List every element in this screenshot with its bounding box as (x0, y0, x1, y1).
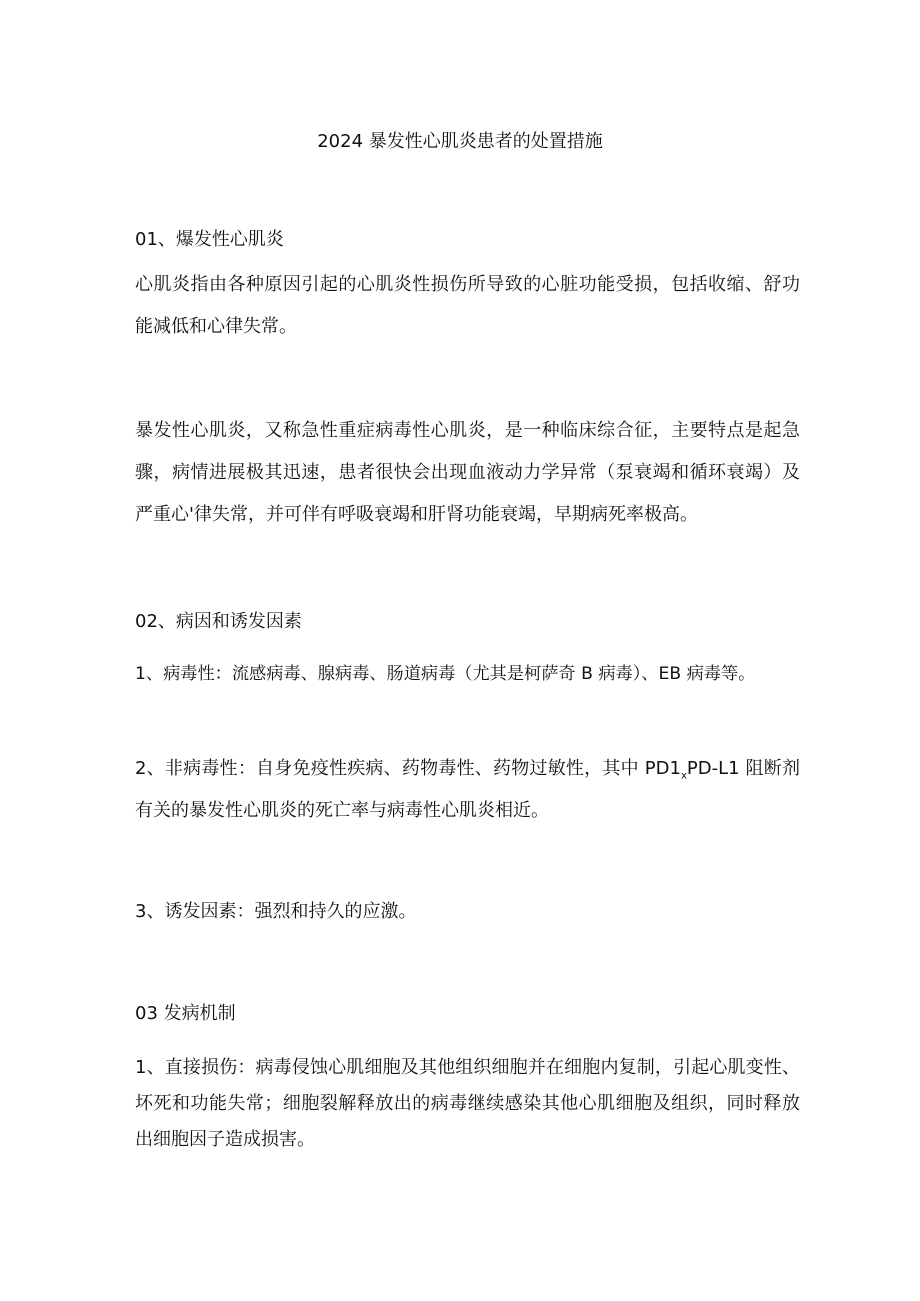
section-heading-2: 02、病因和诱发因素 (135, 611, 302, 632)
cause-item-nonviral-suffix: PD-L1 阻断剂有关的暴发性心肌炎的死亡率与病毒性心肌炎相近。 (135, 758, 800, 821)
paragraph-fulminant-myocarditis: 暴发性心肌炎，又称急性重症病毒性心肌炎，是一种临床综合征，主要特点是起急骤，病情进展极其迅速，患者很快会出现血液动力学异常（泵衰竭和循环衰竭）及严重心'律失常，并可伴有呼吸衰竭和肝肾功能衰竭，早期病死率极高。 (135, 420, 800, 525)
cause-item-viral: 1、病毒性：流感病毒、腺病毒、肠道病毒（尤其是柯萨奇 B 病毒）、EB 病毒等。 (135, 664, 756, 684)
mechanism-item-direct-injury: 1、直接损伤：病毒侵蚀心肌细胞及其他组织细胞并在细胞内复制，引起心肌变性、坏死和功能失常；细胞裂解释放出的病毒继续感染其他心肌细胞及组织，同时释放出细胞因子造成损害。 (135, 1057, 800, 1150)
section-heading-1: 01、爆发性心肌炎 (135, 229, 284, 250)
cause-item-nonviral (135, 748, 800, 832)
cause-item-nonviral-prefix: 2、非病毒性：自身免疫性疾病、药物毒性、药物过敏性，其中 PD1 (135, 758, 681, 779)
document-title: 2024 暴发性心肌炎患者的处置措施 (317, 131, 603, 152)
cause-item-nonviral-subscript: x (680, 770, 687, 782)
paragraph-myocarditis-definition: 心肌炎指由各种原因引起的心肌炎性损伤所导致的心脏功能受损，包括收缩、舒功能减低和心律失常。 (135, 274, 800, 337)
section-heading-3: 03 发病机制 (135, 1003, 236, 1024)
cause-item-trigger: 3、诱发因素：强烈和持久的应激。 (135, 901, 417, 922)
